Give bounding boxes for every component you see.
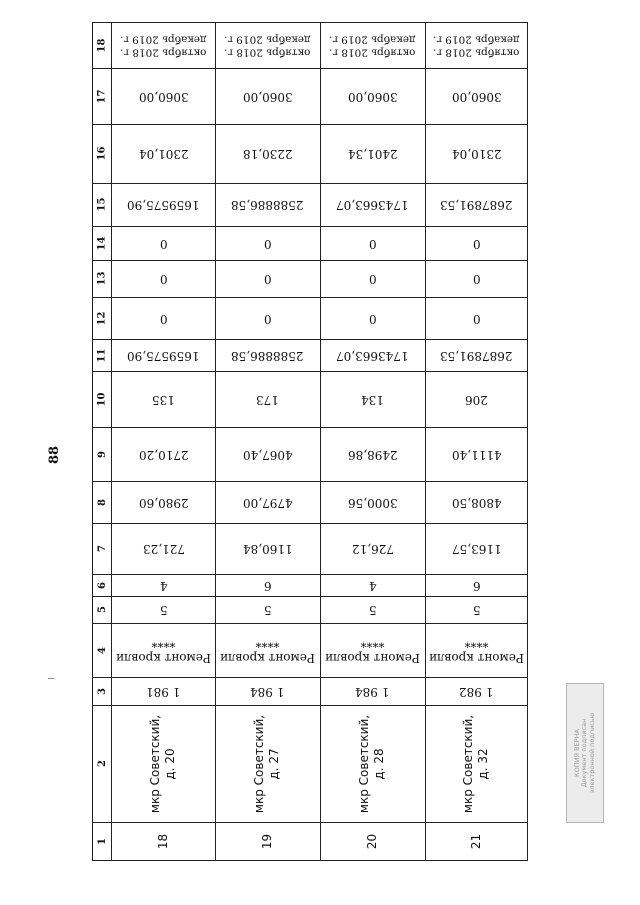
unit-cost-value: 2230,18 <box>242 147 293 161</box>
work-period-line-2: декабрь 2019 г. <box>224 33 311 45</box>
floors-cell <box>425 596 528 623</box>
work-type-line-1: Ремонт кровли <box>429 651 524 665</box>
column-number-16 <box>92 124 112 183</box>
work-period-text <box>120 32 207 58</box>
max-unit-cost-value: 3060,00 <box>347 89 398 104</box>
year-built-cell <box>320 677 425 705</box>
unit-cost-cell <box>215 124 320 183</box>
unit-cost-cell <box>112 124 215 183</box>
column-number-1 <box>92 822 112 861</box>
floors-cell <box>215 596 320 623</box>
year-built-cell <box>112 677 215 705</box>
column-number-18 <box>92 22 112 68</box>
address-cell <box>215 705 320 822</box>
row-number-text: 20 <box>365 833 379 850</box>
work-type-text <box>429 635 524 665</box>
entrances-value: 6 <box>472 578 481 593</box>
address-cell <box>112 705 215 822</box>
work-type-text <box>220 635 315 665</box>
column-number-4 <box>92 623 112 677</box>
owner-funds-value: 2687891,53 <box>440 198 513 212</box>
fund-14-value: 0 <box>159 236 168 251</box>
total-cost-cell <box>215 339 320 371</box>
column-number-label: 6 <box>96 581 108 589</box>
address-street: мкр Советский, <box>357 714 372 813</box>
column-number-2 <box>92 705 112 822</box>
area-7-value: 1163,57 <box>451 542 502 556</box>
floors-value: 5 <box>472 603 481 617</box>
area-7-value: 721,23 <box>142 542 185 556</box>
owner-funds-cell <box>425 183 528 226</box>
stamp-line-2: Документ подписан <box>580 718 589 788</box>
floors-value: 5 <box>159 603 168 617</box>
area-8-value: 3000,56 <box>347 495 398 510</box>
unit-cost-value: 2401,34 <box>347 147 398 161</box>
column-number-3 <box>92 677 112 705</box>
year-built-value: 1 981 <box>146 684 181 699</box>
work-type-text <box>116 635 211 665</box>
address-cell <box>425 705 528 822</box>
column-number-label: 12 <box>96 311 108 325</box>
work-period-cell <box>112 22 215 68</box>
address-street: мкр Советский, <box>461 714 476 813</box>
work-type-line-2: **** <box>255 636 280 650</box>
column-number-label: 15 <box>96 197 108 212</box>
max-unit-cost-value: 3060,00 <box>451 89 502 104</box>
total-cost-value: 1743663,07 <box>336 348 409 363</box>
area-9-cell <box>112 427 215 481</box>
residents-cell <box>320 371 425 427</box>
entrances-cell <box>112 574 215 596</box>
total-cost-value: 2588886,58 <box>231 348 304 363</box>
stamp-line-1: КОПИЯ ВЕРНА <box>572 729 581 777</box>
area-7-value: 726,12 <box>351 542 394 556</box>
area-9-value: 4111,40 <box>451 447 502 462</box>
fund-13-cell <box>425 260 528 297</box>
area-8-value: 4797,00 <box>242 495 293 510</box>
column-number-15 <box>92 183 112 226</box>
column-number-label: 13 <box>96 271 108 286</box>
owner-funds-value: 1743663,07 <box>336 198 409 212</box>
total-cost-cell <box>320 339 425 371</box>
address-house: д. 32 <box>476 747 491 780</box>
address-street: мкр Советский, <box>252 714 267 813</box>
column-number-5 <box>92 596 112 623</box>
area-7-cell <box>425 523 528 574</box>
entrances-cell <box>215 574 320 596</box>
fund-12-value: 0 <box>263 311 272 326</box>
owner-funds-value: 2588886,58 <box>231 198 304 212</box>
row-number-cell <box>425 822 528 861</box>
area-9-value: 4067,40 <box>242 447 293 462</box>
area-7-cell <box>112 523 215 574</box>
address-text <box>149 714 179 812</box>
area-8-cell <box>320 481 425 523</box>
work-period-line-2: декабрь 2019 г. <box>329 33 416 45</box>
column-number-14 <box>92 226 112 260</box>
area-7-cell <box>215 523 320 574</box>
fund-14-cell <box>112 226 215 260</box>
area-8-cell <box>112 481 215 523</box>
column-number-9 <box>92 427 112 481</box>
max-unit-cost-value: 3060,00 <box>138 89 189 104</box>
row-number-cell <box>215 822 320 861</box>
address-house: д. 27 <box>267 747 282 780</box>
owner-funds-cell <box>320 183 425 226</box>
fund-12-cell <box>320 297 425 339</box>
fund-12-value: 0 <box>472 311 481 326</box>
column-number-10 <box>92 371 112 427</box>
residents-value: 134 <box>361 392 384 407</box>
work-type-line-1: Ремонт кровли <box>325 651 420 665</box>
column-number-17 <box>92 68 112 124</box>
row-number-text: 21 <box>469 833 483 850</box>
work-type-text <box>325 635 420 665</box>
area-7-value: 1160,84 <box>242 542 293 556</box>
fund-13-cell <box>215 260 320 297</box>
fund-14-value: 0 <box>472 236 481 251</box>
area-8-cell <box>215 481 320 523</box>
column-number-label: 7 <box>96 545 108 552</box>
area-9-value: 2710,20 <box>138 447 189 462</box>
unit-cost-value: 2301,04 <box>138 147 189 161</box>
fund-14-value: 0 <box>368 236 377 251</box>
entrances-value: 4 <box>159 578 168 593</box>
floors-value: 5 <box>368 603 377 617</box>
area-9-value: 2498,86 <box>347 447 398 462</box>
residents-cell <box>112 371 215 427</box>
work-period-line-2: декабрь 2019 г. <box>120 33 207 45</box>
unit-cost-value: 2310,04 <box>451 147 502 161</box>
margin-tick <box>48 678 54 679</box>
stamp-line-3: электронной подписью <box>587 712 596 794</box>
fund-13-value: 0 <box>263 272 272 286</box>
address-house: д. 20 <box>163 747 178 780</box>
column-number-12 <box>92 297 112 339</box>
work-type-line-2: **** <box>464 636 489 650</box>
max-unit-cost-cell <box>320 68 425 124</box>
work-type-line-1: Ремонт кровли <box>116 651 211 665</box>
floors-cell <box>112 596 215 623</box>
column-number-label: 18 <box>96 38 108 52</box>
work-period-line-1: октябрь 2018 г. <box>120 46 207 59</box>
address-text <box>462 714 492 812</box>
address-cell <box>320 705 425 822</box>
row-number-text: 18 <box>156 833 170 850</box>
year-built-value: 1 984 <box>355 684 390 699</box>
row-number-cell <box>112 822 215 861</box>
owner-funds-cell <box>215 183 320 226</box>
fund-12-cell <box>112 297 215 339</box>
fund-13-value: 0 <box>368 272 377 286</box>
work-period-line-2: декабрь 2019 г. <box>433 33 520 45</box>
work-period-cell <box>320 22 425 68</box>
year-built-value: 1 984 <box>250 684 285 699</box>
work-period-cell <box>425 22 528 68</box>
area-9-cell <box>425 427 528 481</box>
column-number-label: 16 <box>96 146 108 161</box>
column-number-7 <box>92 523 112 574</box>
page-number: 88 <box>47 445 62 465</box>
area-8-cell <box>425 481 528 523</box>
total-cost-value: 2687891,53 <box>440 348 513 363</box>
column-number-label: 11 <box>96 348 108 362</box>
year-built-cell <box>215 677 320 705</box>
column-number-label: 4 <box>96 646 108 654</box>
row-number-text: 19 <box>260 833 274 850</box>
column-number-13 <box>92 260 112 297</box>
entrances-value: 6 <box>263 578 272 593</box>
work-period-cell <box>215 22 320 68</box>
work-type-cell <box>425 623 528 677</box>
row-number-cell <box>320 822 425 861</box>
unit-cost-cell <box>320 124 425 183</box>
work-period-line-1: октябрь 2018 г. <box>433 46 520 59</box>
work-type-cell <box>215 623 320 677</box>
owner-funds-value: 1659575,90 <box>127 198 200 212</box>
max-unit-cost-value: 3060,00 <box>242 89 293 104</box>
column-number-label: 1 <box>96 838 108 845</box>
work-period-text <box>433 32 520 58</box>
entrances-value: 4 <box>368 578 377 593</box>
entrances-cell <box>320 574 425 596</box>
fund-14-value: 0 <box>263 236 272 251</box>
fund-13-value: 0 <box>159 272 168 286</box>
fund-13-cell <box>112 260 215 297</box>
column-number-6 <box>92 574 112 596</box>
fund-13-cell <box>320 260 425 297</box>
entrances-cell <box>425 574 528 596</box>
fund-14-cell <box>425 226 528 260</box>
work-period-line-1: октябрь 2018 г. <box>329 46 416 59</box>
address-text <box>253 714 283 812</box>
work-period-text <box>224 32 311 58</box>
column-number-label: 3 <box>96 687 108 695</box>
residents-value: 206 <box>465 392 488 407</box>
residents-cell <box>215 371 320 427</box>
max-unit-cost-cell <box>425 68 528 124</box>
area-7-cell <box>320 523 425 574</box>
fund-12-cell <box>215 297 320 339</box>
column-number-label: 8 <box>96 498 108 506</box>
year-built-value: 1 982 <box>459 684 494 699</box>
area-8-value: 2980,60 <box>138 495 189 510</box>
residents-cell <box>425 371 528 427</box>
column-number-label: 10 <box>96 392 108 406</box>
column-number-label: 2 <box>96 760 108 767</box>
fund-12-value: 0 <box>368 311 377 326</box>
address-house: д. 28 <box>372 747 387 780</box>
certification-stamp <box>566 683 604 823</box>
area-8-value: 4808,50 <box>451 495 502 510</box>
column-number-label: 5 <box>96 606 108 613</box>
max-unit-cost-cell <box>112 68 215 124</box>
area-9-cell <box>215 427 320 481</box>
work-type-line-1: Ремонт кровли <box>220 651 315 665</box>
work-type-cell <box>320 623 425 677</box>
fund-12-value: 0 <box>159 311 168 326</box>
floors-value: 5 <box>263 603 272 617</box>
work-type-cell <box>112 623 215 677</box>
fund-14-cell <box>215 226 320 260</box>
owner-funds-cell <box>112 183 215 226</box>
fund-14-cell <box>320 226 425 260</box>
year-built-cell <box>425 677 528 705</box>
column-number-label: 17 <box>96 89 108 103</box>
max-unit-cost-cell <box>215 68 320 124</box>
floors-cell <box>320 596 425 623</box>
unit-cost-cell <box>425 124 528 183</box>
address-text <box>358 714 388 812</box>
column-number-label: 14 <box>96 236 108 250</box>
address-street: мкр Советский, <box>148 714 163 813</box>
work-type-line-2: **** <box>360 636 385 650</box>
fund-12-cell <box>425 297 528 339</box>
column-number-8 <box>92 481 112 523</box>
residents-value: 135 <box>152 392 175 407</box>
work-period-line-1: октябрь 2018 г. <box>224 46 311 59</box>
work-type-line-2: **** <box>151 636 176 650</box>
column-number-label: 9 <box>96 450 108 458</box>
total-cost-cell <box>425 339 528 371</box>
area-9-cell <box>320 427 425 481</box>
work-period-text <box>329 32 416 58</box>
residents-value: 173 <box>256 392 279 407</box>
total-cost-cell <box>112 339 215 371</box>
column-number-11 <box>92 339 112 371</box>
total-cost-value: 1659575,90 <box>127 348 200 363</box>
fund-13-value: 0 <box>472 272 481 286</box>
